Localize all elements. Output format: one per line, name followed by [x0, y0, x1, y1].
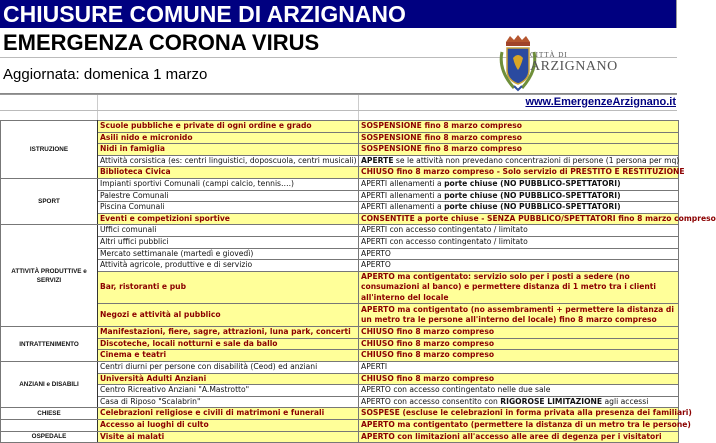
status-text: APERTI allenamenti a	[361, 190, 445, 200]
status-cell	[359, 202, 679, 214]
item-cell: Asili nido e micronido	[98, 132, 359, 144]
category-cell: CHIESE	[1, 408, 98, 420]
page-title: CHIUSURE COMUNE DI ARZIGNANO	[0, 0, 677, 28]
item-cell: Scuole pubbliche e private di ogni ordine e grado	[98, 121, 359, 133]
status-text: APERTI con accesso contingentato / limitato	[361, 225, 528, 235]
item-cell: Bar, ristoranti e pub	[98, 271, 359, 304]
item-cell: Attività agricole, produttive e di servizio	[98, 260, 359, 272]
category-cell: SPORT	[1, 178, 98, 224]
status-text: SOSPENSIONE fino 8 marzo compreso	[361, 132, 523, 142]
table-row	[1, 202, 679, 214]
item-cell: Centri diurni per persone con disabilità (Ceod) ed anziani	[98, 362, 359, 374]
status-cell	[359, 132, 679, 144]
item-cell: Celebrazioni religiose e civili di matrimoni e funerali	[98, 408, 359, 420]
status-text: RIGOROSE LIMITAZIONE	[500, 396, 603, 406]
status-text: se le attività non prevedano concentrazioni di persone (1 persona per mq)	[393, 155, 680, 165]
item-cell: Discoteche, locali notturni e sale da ballo	[98, 338, 359, 350]
table-row	[1, 213, 679, 225]
status-text: CHIUSO fino 8 marzo compreso	[361, 373, 495, 383]
status-cell	[359, 327, 679, 339]
status-text: APERTO	[361, 248, 391, 258]
status-text: APERTI con accesso contingentato / limitato	[361, 236, 528, 246]
category-cell: ATTIVITÀ PRODUTTIVE e SERVIZI	[1, 225, 98, 327]
page-subtitle: EMERGENZA CORONA VIRUS	[3, 30, 320, 55]
status-text: porte chiuse (NO PUBBLICO-SPETTATORI)	[444, 178, 621, 188]
status-text: APERTI allenamenti a	[361, 202, 445, 212]
closures-table	[0, 120, 716, 443]
status-text: APERTO con limitazioni all'accesso alle aree di degenza per i visitatori	[361, 431, 662, 441]
status-cell	[359, 213, 716, 225]
status-cell	[359, 338, 679, 350]
table-row	[1, 167, 679, 179]
status-cell	[359, 431, 679, 443]
status-text: APERTI allenamenti a	[361, 178, 445, 188]
status-cell	[359, 121, 679, 133]
table-row	[1, 225, 679, 237]
table-row	[1, 144, 679, 156]
item-cell: Cinema e teatri	[98, 350, 359, 362]
item-cell: Casa di Riposo "Scalabrin"	[98, 396, 359, 408]
item-cell: Manifestazioni, fiere, sagre, attrazioni, luna park, concerti	[98, 327, 359, 339]
item-cell: Università Adulti Anziani	[98, 373, 359, 385]
table-row	[1, 155, 679, 167]
table-row	[1, 121, 679, 133]
table-row	[1, 350, 679, 362]
item-cell: Centro Ricreativo Anziani "A.Mastrotto"	[98, 385, 359, 397]
status-text: APERTO	[361, 260, 391, 270]
status-cell	[359, 408, 692, 420]
table-row	[1, 236, 679, 248]
status-cell	[359, 396, 679, 408]
status-cell	[359, 236, 679, 248]
item-cell: Nidi in famiglia	[98, 144, 359, 156]
table-row	[1, 260, 679, 272]
status-text: agli accessi	[602, 396, 649, 406]
table-row	[1, 385, 679, 397]
table-row	[1, 338, 679, 350]
item-cell: Visite ai malati	[98, 431, 359, 443]
item-cell: Accesso ai luoghi di culto	[98, 419, 359, 431]
status-text: con accesso contingentato nelle due sale	[390, 385, 551, 395]
table-row	[1, 419, 679, 431]
status-cell	[359, 304, 679, 327]
logo-text: ARZIGNANO	[530, 59, 618, 74]
status-cell	[359, 190, 679, 202]
category-cell: ISTRUZIONE	[1, 121, 98, 179]
item-cell: Eventi e competizioni sportive	[98, 213, 359, 225]
item-cell: Negozi e attività al pubblico	[98, 304, 359, 327]
status-cell	[359, 225, 679, 237]
status-text: APERTO ma contigentato (no assembramenti + permettere la distanza di un metro tra le persone all'interno del locale) fino 8 marzo compreso	[361, 304, 674, 325]
status-cell	[359, 385, 679, 397]
status-text: CHIUSO fino 8 marzo compreso	[361, 350, 495, 360]
status-text: APERTI	[361, 362, 388, 371]
item-cell: Mercato settimanale (martedì e giovedì)	[98, 248, 359, 260]
status-cell	[359, 167, 685, 179]
table-row	[1, 431, 679, 443]
category-cell: OSPEDALE	[1, 431, 98, 443]
item-cell: Altri uffici pubblici	[98, 236, 359, 248]
status-text: SOSPESE (escluse le celebrazioni in forma privata alla presenza dei familiari)	[361, 408, 692, 418]
table-row	[1, 304, 679, 327]
status-cell	[359, 155, 679, 167]
table-row	[1, 178, 679, 190]
table-row	[1, 396, 679, 408]
table-row	[1, 248, 679, 260]
item-cell: Impianti sportivi Comunali (campi calcio, tennis….)	[98, 178, 359, 190]
status-cell	[359, 248, 679, 260]
website-link[interactable]: www.EmergenzeArzignano.it	[525, 96, 676, 108]
updated-date: Aggiornata: domenica 1 marzo	[3, 66, 208, 83]
status-cell	[359, 271, 679, 304]
table-row	[1, 373, 679, 385]
status-text: CHIUSO fino 8 marzo compreso	[361, 327, 495, 337]
status-text: CONSENTITE a porte chiuse - SENZA PUBBLICO/SPETTATORI fino 8 marzo compreso	[361, 213, 716, 223]
category-cell	[1, 419, 98, 431]
status-cell	[359, 419, 691, 431]
status-cell	[359, 260, 679, 272]
status-text: SOSPENSIONE fino 8 marzo compreso	[361, 144, 523, 154]
item-cell: Biblioteca Civica	[98, 167, 359, 179]
status-text: porte chiuse (NO PUBBLICO-SPETTATORI)	[444, 190, 621, 200]
status-cell	[359, 178, 679, 190]
category-cell: INTRATTENIMENTO	[1, 327, 98, 362]
table-row	[1, 271, 679, 304]
status-text: CHIUSO fino 8 marzo compreso - Solo servizio di PRESTITO E RESTITUZIONE	[361, 167, 685, 177]
table-row	[1, 327, 679, 339]
item-cell: Palestre Comunali	[98, 190, 359, 202]
status-text: APERTO con accesso consentito con	[361, 396, 501, 406]
logo-text: CITTÀ DI	[530, 51, 568, 59]
status-cell	[359, 144, 679, 156]
status-text: APERTO ma contigentato (permettere la distanza di un metro tra le persone)	[361, 419, 691, 429]
status-cell	[359, 350, 679, 362]
table-row	[1, 408, 679, 420]
category-cell: ANZIANI e DISABILI	[1, 362, 98, 408]
status-cell	[359, 362, 679, 374]
table-row	[1, 190, 679, 202]
table-row	[1, 132, 679, 144]
item-cell: Piscina Comunali	[98, 202, 359, 214]
status-cell	[359, 373, 679, 385]
item-cell: Attività corsistica (es: centri linguistici, doposcuola, centri musicali)	[98, 155, 359, 167]
status-text: SOSPENSIONE fino 8 marzo compreso	[361, 121, 523, 130]
status-text: APERTO	[361, 385, 391, 395]
status-text: CHIUSO fino 8 marzo compreso	[361, 338, 495, 348]
status-text: APERTE	[361, 155, 394, 165]
item-cell: Uffici comunali	[98, 225, 359, 237]
status-text: APERTO ma contigentato: servizio solo per i posti a sedere (no consumazioni al banco) e permettere distanza di 1 metro tra i clienti all'interno del locale	[361, 271, 656, 302]
table-row	[1, 362, 679, 374]
status-text: porte chiuse (NO PUBBLICO-SPETTATORI)	[444, 202, 621, 212]
